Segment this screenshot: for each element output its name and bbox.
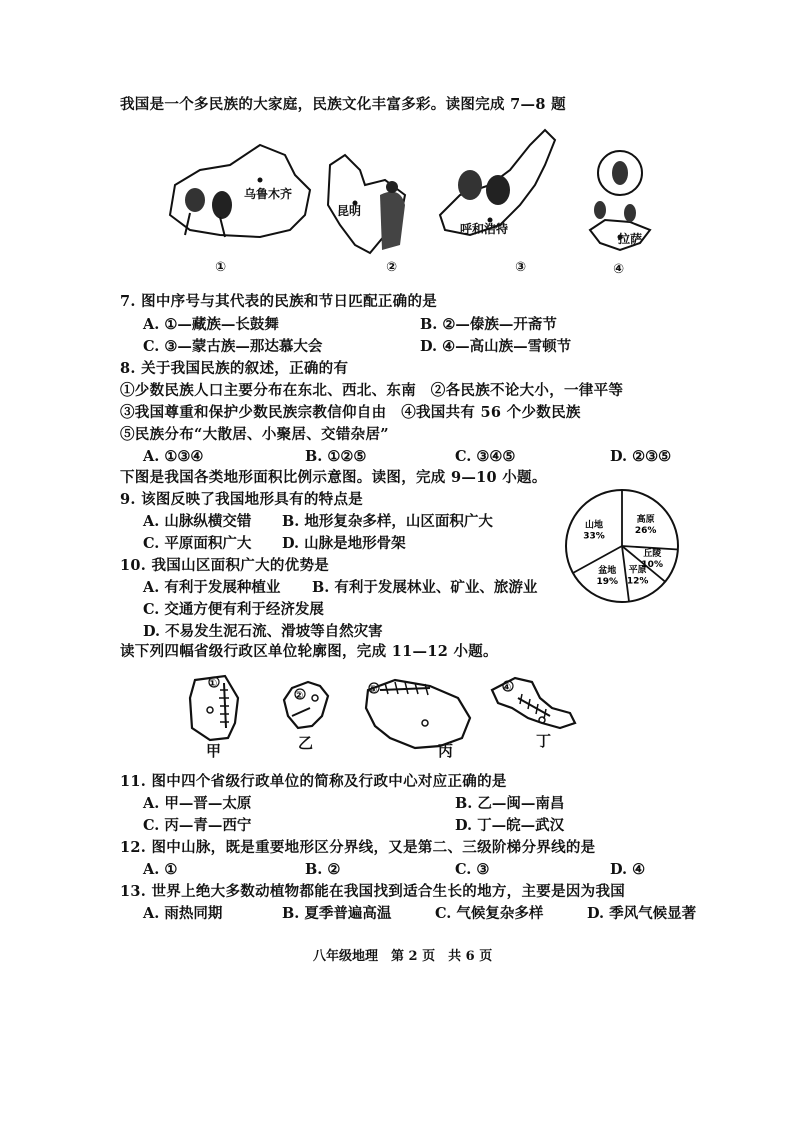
q12-stem: 12. 图中山脉，既是重要地形区分界线，又是第二、三级阶梯分界线的是 <box>120 839 596 856</box>
q8-stem: 8. 关于我国民族的叙述，正确的有 <box>120 360 349 377</box>
map-number-4: ④ <box>613 262 625 277</box>
map-label-lhasa: 拉萨 <box>618 232 643 246</box>
q11-option-c[interactable]: C. 丙—青—西宁 <box>143 817 252 834</box>
q13-option-d[interactable]: D. 季风气候显著 <box>587 905 697 922</box>
prov-label-ding: 丁 <box>536 732 552 750</box>
pie-label-4: 盆地 <box>598 565 617 576</box>
q10-option-b[interactable]: B. 有利于发展林业、矿业、旅游业 <box>312 579 538 596</box>
q7-option-a[interactable]: A. ①—藏族—长鼓舞 <box>143 316 279 333</box>
intro-7-8: 我国是一个多民族的大家庭，民族文化丰富多彩。读图完成 7—8 题 <box>120 96 566 113</box>
page-footer: 八年级地理 第 2 页 共 6 页 <box>313 949 493 964</box>
urumqi-dot <box>258 178 263 183</box>
prov-label-jia: 甲 <box>206 742 222 760</box>
q10-option-c[interactable]: C. 交通方便有利于经济发展 <box>143 601 324 618</box>
q13-stem: 13. 世界上绝大多数动植物都能在我国找到适合生长的地方，主要是因为我国 <box>120 883 626 900</box>
intro-11-12: 读下列四幅省级行政区单位轮廓图，完成 11—12 小题。 <box>120 643 498 660</box>
q10-stem: 10. 我国山区面积广大的优势是 <box>120 557 330 574</box>
q9-option-b[interactable]: B. 地形复杂多样，山区面积广大 <box>282 513 493 530</box>
q9-stem: 9. 该图反映了我国地形具有的特点是 <box>120 491 364 508</box>
capital-dot-yi <box>312 695 318 701</box>
q13-option-a[interactable]: A. 雨热同期 <box>143 905 223 922</box>
q11-option-a[interactable]: A. 甲—晋—太原 <box>143 795 252 812</box>
prov-label-yi: 乙 <box>298 734 314 752</box>
province-maps-figure <box>180 668 600 763</box>
terrain-pie-chart <box>560 488 690 608</box>
map-number-3: ③ <box>515 260 527 275</box>
pie-value-1: 26% <box>634 525 657 536</box>
q8-statement-1: ①少数民族人口主要分布在东北、西北、东南 ②各民族不论大小，一律平等 <box>120 382 624 399</box>
q7-option-c[interactable]: C. ③—蒙古族—那达慕大会 <box>143 338 323 355</box>
capital-dot-bing <box>422 720 428 726</box>
prov-map-number-4: ④ <box>502 681 512 694</box>
q9-option-d[interactable]: D. 山脉是地形骨架 <box>282 535 406 552</box>
intro-9-10: 下图是我国各类地形面积比例示意图。读图，完成 9—10 小题。 <box>120 469 547 486</box>
jiangxi-outline <box>284 682 328 728</box>
prov-map-number-2: ② <box>294 689 304 702</box>
q9-option-c[interactable]: C. 平原面积广大 <box>143 535 252 552</box>
pie-value-3: 12% <box>626 576 649 587</box>
map-label-kunming: 昆明 <box>337 204 362 218</box>
pie-value-4: 19% <box>596 576 619 587</box>
q11-option-d[interactable]: D. 丁—皖—武汉 <box>455 817 565 834</box>
pie-label-3: 平原 <box>628 565 647 576</box>
map-label-hohhot: 呼和浩特 <box>460 222 509 236</box>
q7-option-b[interactable]: B. ②—傣族—开斋节 <box>420 316 557 333</box>
q12-option-d[interactable]: D. ④ <box>610 861 646 878</box>
q11-option-b[interactable]: B. 乙—闽—南昌 <box>455 795 565 812</box>
q8-option-d[interactable]: D. ②③⑤ <box>610 448 672 465</box>
q12-option-c[interactable]: C. ③ <box>455 861 490 878</box>
pie-value-0: 33% <box>583 531 605 542</box>
q8-statement-2: ③我国尊重和保护少数民族宗教信仰自由 ④我国共有 56 个少数民族 <box>120 404 581 421</box>
dancer-figures-4 <box>594 201 636 222</box>
q8-option-a[interactable]: A. ①③④ <box>143 448 204 465</box>
q7-stem: 7. 图中序号与其代表的民族和节日匹配正确的是 <box>120 293 438 310</box>
q13-option-b[interactable]: B. 夏季普遍高温 <box>282 905 392 922</box>
pie-label-0: 山地 <box>585 520 604 531</box>
pie-label-1: 高原 <box>636 514 655 525</box>
q12-option-a[interactable]: A. ① <box>143 861 178 878</box>
pie-value-2: 10% <box>641 559 663 570</box>
q13-option-c[interactable]: C. 气候复杂多样 <box>435 905 544 922</box>
q12-option-b[interactable]: B. ② <box>305 861 341 878</box>
map-number-1: ① <box>215 260 227 275</box>
q10-option-a[interactable]: A. 有利于发展种植业 <box>143 579 281 596</box>
prov-label-bing: 丙 <box>438 742 454 760</box>
prov-map-number-3: ③ <box>368 683 378 696</box>
map-label-urumqi: 乌鲁木齐 <box>244 187 293 201</box>
q8-statement-3: ⑤民族分布“大散居、小聚居、交错杂居” <box>120 426 389 443</box>
q11-stem: 11. 图中四个省级行政单位的简称及行政中心对应正确的是 <box>120 773 507 790</box>
prov-map-number-1: ① <box>208 677 218 690</box>
map-number-2: ② <box>386 260 398 275</box>
q9-option-a[interactable]: A. 山脉纵横交错 <box>143 513 252 530</box>
q8-option-b[interactable]: B. ①②⑤ <box>305 448 367 465</box>
ethnic-maps-figure <box>160 125 660 285</box>
capital-dot-jia <box>207 707 213 713</box>
pie-label-2: 丘陵 <box>643 548 662 559</box>
q7-option-d[interactable]: D. ④—高山族—雪顿节 <box>420 338 572 355</box>
q8-option-c[interactable]: C. ③④⑤ <box>455 448 516 465</box>
q10-option-d[interactable]: D. 不易发生泥石流、滑坡等自然灾害 <box>143 623 383 640</box>
